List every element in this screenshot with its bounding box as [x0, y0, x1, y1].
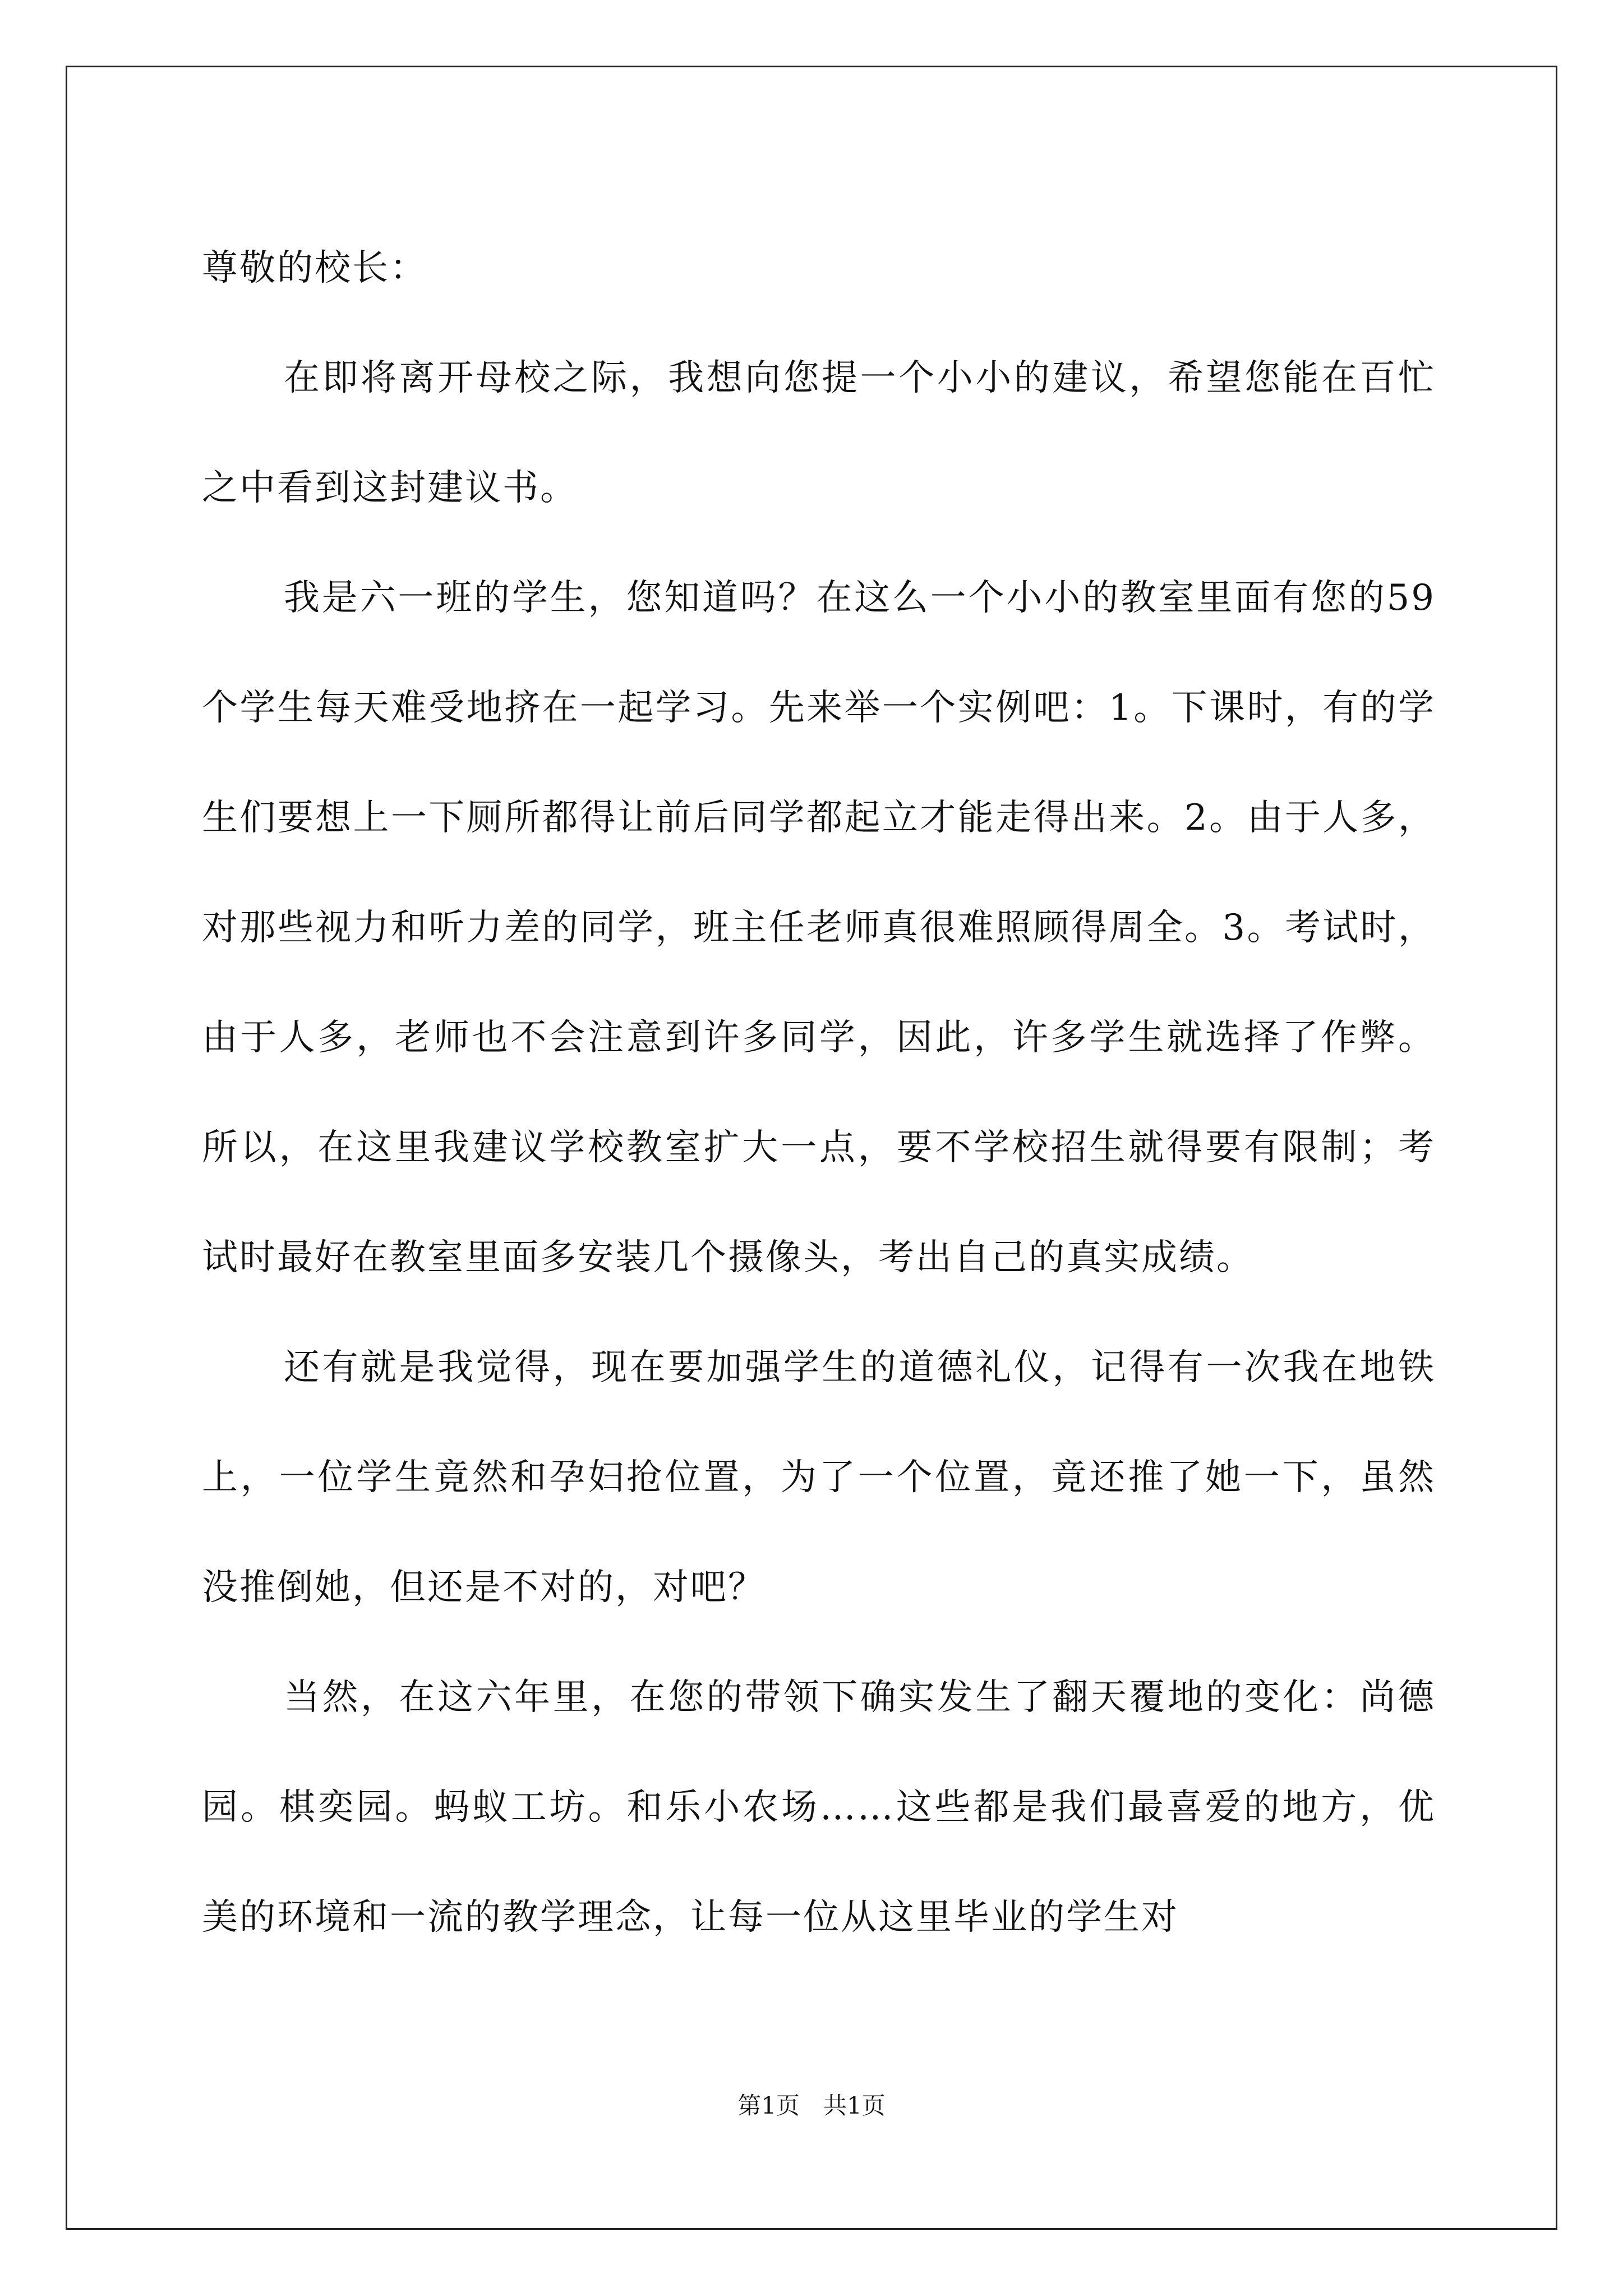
paragraph-2: 我是六一班的学生，您知道吗？在这么一个小小的教室里面有您的59个学生每天难受地挤在一起学习。先来举一个实例吧：1。下课时，有的学生们要想上一下厕所都得让前后同学都起立才能走得出来。2。由于人多，对那些视力和听力差的同学，班主任老师真很难照顾得周全。3。考试时，由于人多，老师也不会注意到许多同学，因此，许多学生就选择了作弊。所以，在这里我建议学校教室扩大一点，要不学校招生就得要有限制；考试时最好在教室里面多安装几个摄像头，考出自己的真实成绩。: [202, 577, 1436, 1278]
page-footer: 第1页 共1页: [737, 2092, 886, 2119]
salutation: 尊敬的校长：: [202, 247, 427, 289]
paragraph-1: 在即将离开母校之际，我想向您提一个小小的建议，希望您能在百忙之中看到这封建议书。: [202, 357, 1436, 509]
paragraph-4: 当然，在这六年里，在您的带领下确实发生了翻天覆地的变化：尚德园。棋奕园。蚂蚁工坊。和乐小农场……这些都是我们最喜爱的地方，优美的环境和一流的教学理念，让每一位从这里毕业的学生对: [202, 1677, 1436, 1938]
letter-body: [202, 213, 1436, 1972]
paragraph-3: 还有就是我觉得，现在要加强学生的道德礼仪，记得有一次我在地铁上，一位学生竟然和孕妇抢位置，为了一个位置，竟还推了她一下，虽然没推倒她，但还是不对的，对吧？: [202, 1347, 1436, 1608]
